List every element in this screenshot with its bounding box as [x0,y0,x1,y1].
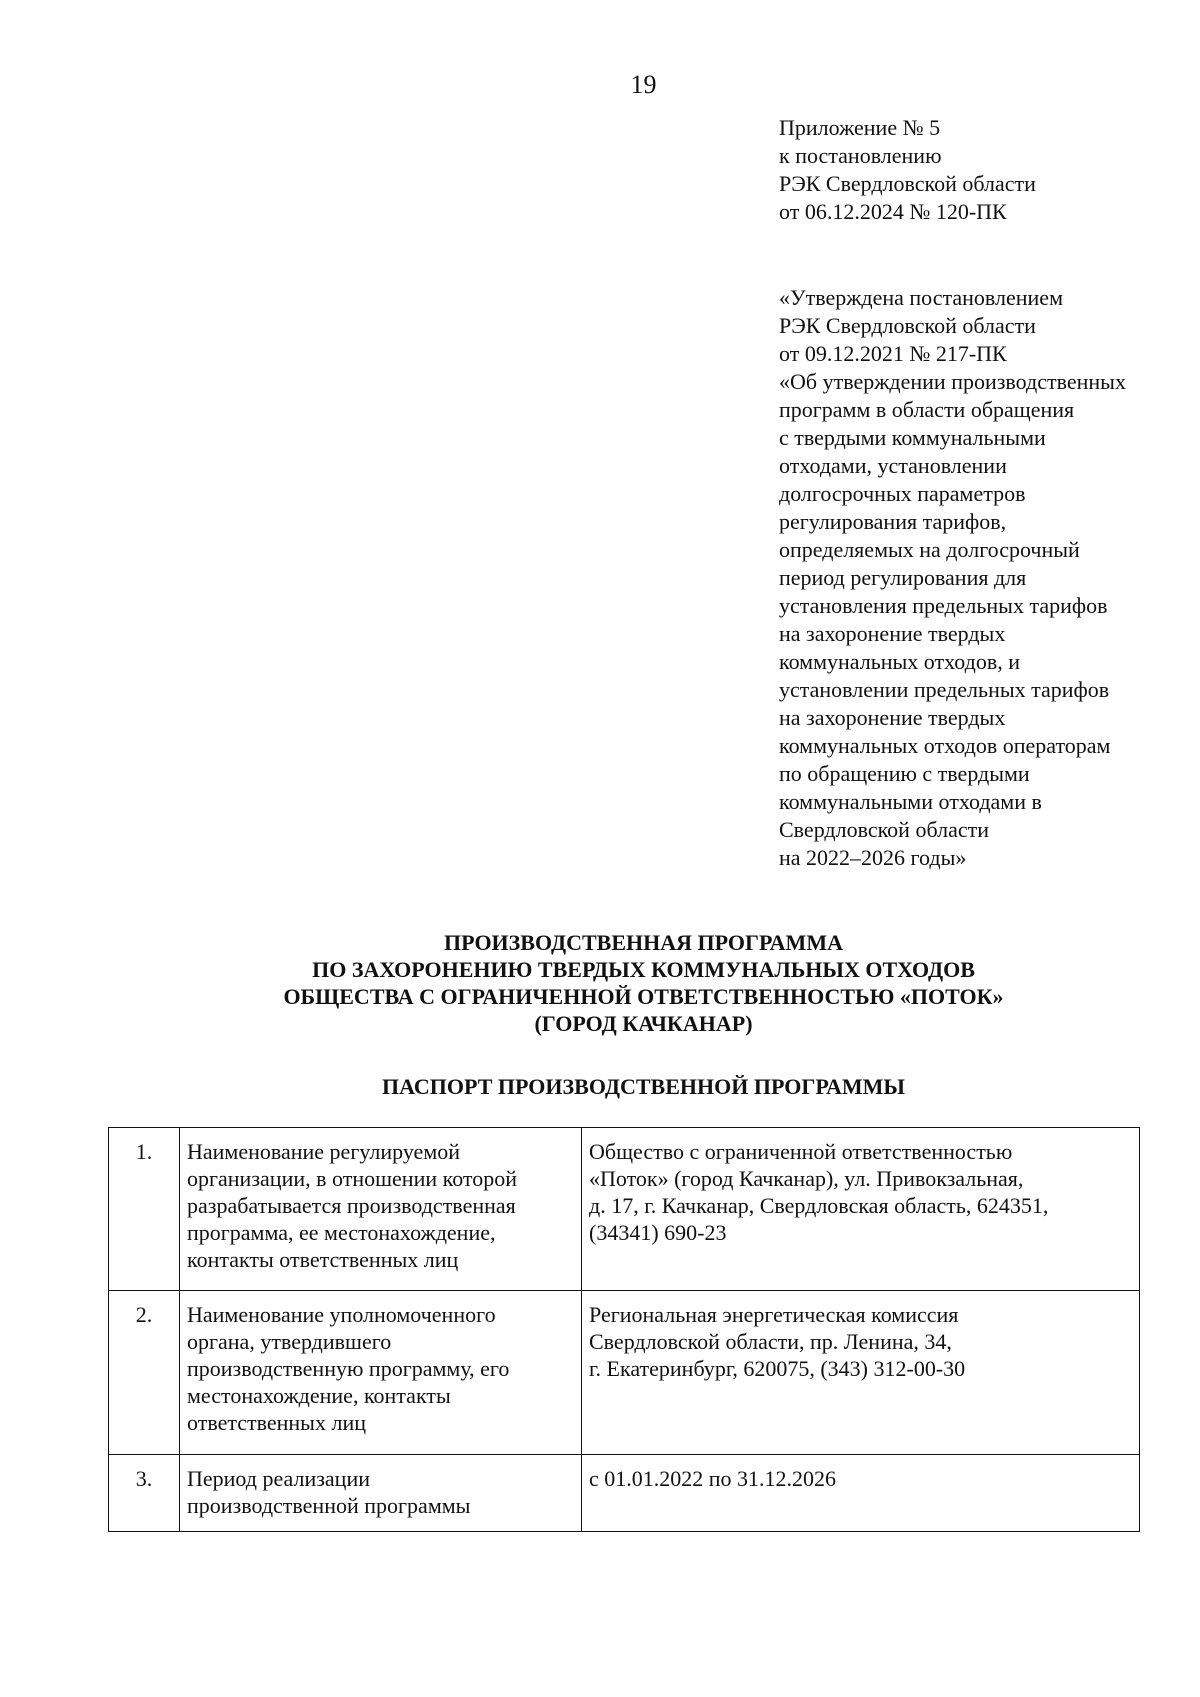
table-row [109,1128,1140,1291]
approval-line: установления предельных тарифов [779,593,1108,618]
passport-table [108,1127,1140,1532]
program-title-line: (ГОРОД КАЧКАНАР) [534,1011,753,1036]
label-line: производственную программу, его [187,1356,510,1381]
label-line: местонахождение, контакты [187,1383,451,1408]
approval-line: с твердыми коммунальными [779,425,1046,450]
approval-line: регулирования тарифов, [779,509,1007,534]
row-value [582,1291,1140,1455]
label-line: ответственных лиц [187,1410,366,1435]
value-line: Региональная энергетическая комиссия [589,1302,959,1327]
approval-line: «Утверждена постановлением [779,285,1063,310]
value-line: Общество с ограниченной ответственностью [589,1139,1013,1164]
approval-line: программ в области обращения [779,397,1075,422]
row-label [180,1128,582,1291]
approval-line: долгосрочных параметров [779,481,1026,506]
approval-line: «Об утверждении производственных [779,369,1126,394]
table-row [109,1291,1140,1455]
appendix-line: РЭК Свердловской области [779,171,1036,196]
approval-line: период регулирования для [779,565,1027,590]
appendix-line: от 06.12.2024 № 120-ПК [779,199,1007,224]
approval-line: на захоронение твердых [779,705,1006,730]
approval-line: РЭК Свердловской области [779,313,1036,338]
label-line: программа, ее местонахождение, [187,1220,496,1245]
approval-line: коммунальными отходами в [779,789,1042,814]
row-value [582,1128,1140,1291]
program-title-line: ОБЩЕСТВА С ОГРАНИЧЕННОЙ ОТВЕТСТВЕННОСТЬЮ «ПОТОК» [283,984,1004,1009]
table-row [109,1455,1140,1532]
program-title-line: ПРОИЗВОДСТВЕННАЯ ПРОГРАММА [444,930,843,955]
value-line: с 01.01.2022 по 31.12.2026 [589,1466,837,1491]
approval-line: отходами, установлении [779,453,1007,478]
row-label [180,1291,582,1455]
label-line: Наименование уполномоченного [187,1302,496,1327]
approval-line: по обращению с твердыми [779,761,1030,786]
approval-line: Свердловской области [779,817,989,842]
row-number: 1. [109,1128,180,1291]
page-number: 19 [630,70,657,99]
program-title [0,929,1200,1037]
approval-line: коммунальных отходов, и [779,649,1021,674]
row-label [180,1455,582,1532]
row-number: 2. [109,1291,180,1455]
value-line: (34341) 690-23 [589,1220,727,1245]
appendix-line: Приложение № 5 [779,115,941,140]
label-line: производственной программы [187,1493,471,1518]
approval-reference [779,284,1126,872]
row-number: 3. [109,1455,180,1532]
approval-line: на 2022–2026 годы» [779,845,967,870]
value-line: Свердловской области, пр. Ленина, 34, [589,1329,952,1354]
label-line: Период реализации [187,1466,371,1491]
program-title-line: ПО ЗАХОРОНЕНИЮ ТВЕРДЫХ КОММУНАЛЬНЫХ ОТХОДОВ [312,957,975,982]
value-line: «Поток» (город Качканар), ул. Привокзальная, [589,1166,1024,1191]
approval-line: определяемых на долгосрочный [779,537,1080,562]
label-line: Наименование регулируемой [187,1139,461,1164]
value-line: д. 17, г. Качканар, Свердловская область, 624351, [589,1193,1049,1218]
approval-line: коммунальных отходов операторам [779,733,1111,758]
appendix-line: к постановлению [779,143,942,168]
label-line: органа, утвердившего [187,1329,392,1354]
value-line: г. Екатеринбург, 620075, (343) 312-00-30 [589,1356,966,1381]
approval-line: на захоронение твердых [779,621,1006,646]
approval-line: установлении предельных тарифов [779,677,1110,702]
label-line: контакты ответственных лиц [187,1247,459,1272]
row-value [582,1455,1140,1532]
label-line: разрабатывается производственная [187,1193,516,1218]
label-line: организации, в отношении которой [187,1166,517,1191]
approval-line: от 09.12.2021 № 217-ПК [779,341,1007,366]
passport-title: ПАСПОРТ ПРОИЗВОДСТВЕННОЙ ПРОГРАММЫ [381,1074,905,1099]
appendix-reference [779,114,1036,226]
